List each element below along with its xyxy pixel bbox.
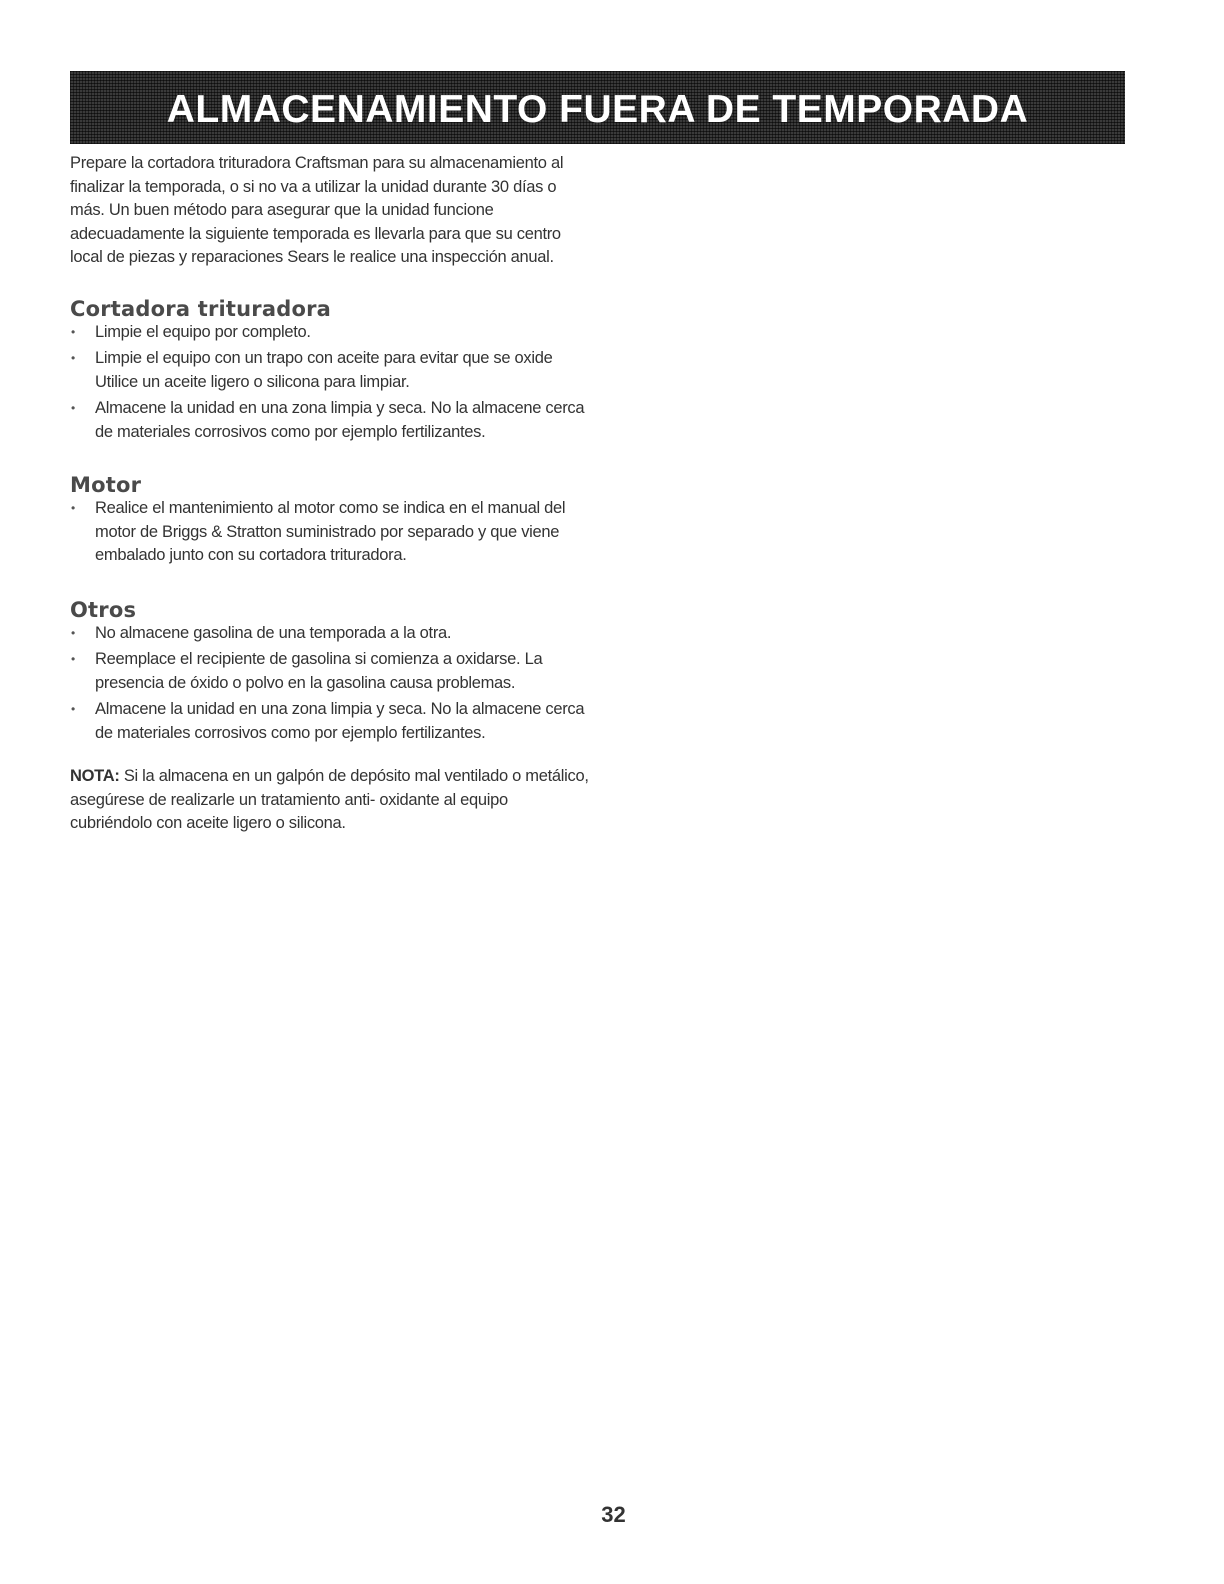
list-item bbox=[70, 397, 590, 444]
note-paragraph bbox=[70, 765, 590, 836]
bullet-icon: • bbox=[71, 324, 75, 339]
section-heading-otros: Otros bbox=[70, 597, 137, 622]
bullet-icon: • bbox=[71, 501, 75, 515]
list-item bbox=[70, 321, 590, 345]
list-item-text: Reemplace el recipiente de gasolina si comienza a oxidarse. La presencia de óxido o polvo en la gasolina causa problemas. bbox=[95, 650, 543, 692]
section-heading-cortadora: Cortadora trituradora bbox=[70, 296, 331, 321]
bullet-icon: • bbox=[71, 401, 75, 415]
note-text: Si la almacena en un galpón de depósito mal ventilado o metálico, asegúrese de realizarle un tratamiento anti- oxidante al equipo cubriéndolo con aceite ligero o silicona. bbox=[70, 767, 589, 832]
bullet-list-cortadora bbox=[70, 321, 590, 445]
section-banner bbox=[70, 71, 1125, 144]
list-item bbox=[70, 698, 590, 745]
note-label: NOTA: bbox=[70, 767, 120, 785]
list-item-text: Realice el mantenimiento al motor como se indica en el manual del motor de Briggs & Stratton suministrado por separado y que viene embalado junto con su cortadora trituradora. bbox=[95, 499, 566, 564]
section-heading-motor: Motor bbox=[70, 473, 142, 497]
bullet-icon: • bbox=[71, 351, 75, 365]
list-item-text: Almacene la unidad en una zona limpia y seca. No la almacene cerca de materiales corrosivos como por ejemplo fertilizantes. bbox=[95, 700, 585, 742]
list-item-text: No almacene gasolina de una temporada a la otra. bbox=[95, 623, 452, 642]
list-item-text: Almacene la unidad en una zona limpia y seca. No la almacene cerca de materiales corrosivos como por ejemplo fertilizantes. bbox=[95, 399, 585, 441]
list-item bbox=[70, 497, 590, 568]
list-item-text: Limpie el equipo con un trapo con aceite para evitar que se oxide Utilice un aceite ligero o silicona para limpiar. bbox=[95, 349, 553, 391]
page-number: 32 bbox=[601, 1502, 626, 1527]
list-item bbox=[70, 648, 590, 695]
intro-paragraph: Prepare la cortadora trituradora Craftsman para su almacenamiento al finalizar la temporada, o si no va a utilizar la unidad durante 30 días o más. Un buen método para asegurar que la unidad funcione adecuadamente la siguiente temporada es llevarla para que su centro local de piezas y reparaciones Sears le realice una inspección anual. bbox=[70, 154, 564, 266]
page-title: ALMACENAMIENTO FUERA DE TEMPORADA bbox=[166, 87, 1029, 131]
bullet-icon: • bbox=[71, 702, 75, 716]
bullet-icon: • bbox=[71, 625, 75, 640]
list-item bbox=[70, 347, 590, 394]
main-content bbox=[70, 152, 590, 836]
bullet-list-otros bbox=[70, 622, 590, 746]
bullet-list-motor bbox=[70, 497, 590, 568]
list-item bbox=[70, 622, 590, 646]
bullet-icon: • bbox=[71, 652, 75, 666]
list-item-text: Limpie el equipo por completo. bbox=[95, 322, 311, 341]
